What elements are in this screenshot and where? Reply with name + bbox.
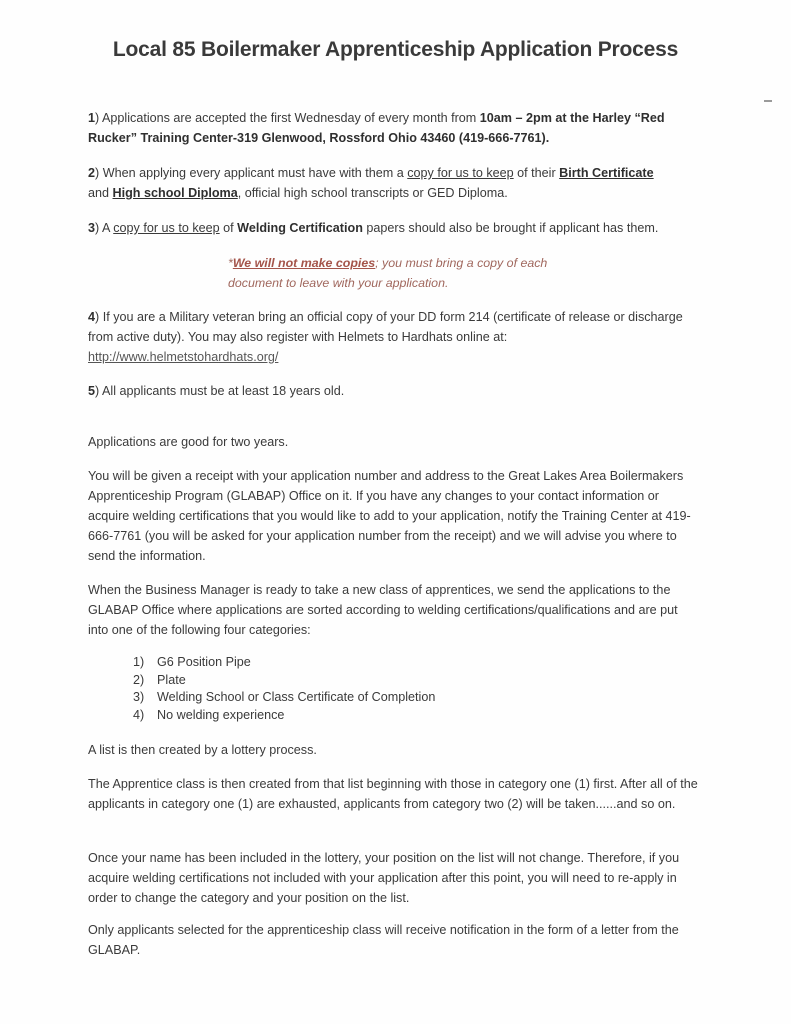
scan-speck [764, 100, 772, 102]
category-item: 1) G6 Position Pipe [133, 655, 251, 669]
category-item: 3) Welding School or Class Certificate of Completion [133, 690, 436, 704]
item-5: 5) All applicants must be at least 18 years old. [88, 384, 345, 398]
item-1: 1) Applications are accepted the first Wednesday of every month from 10am – 2pm at the Harley “Red Rucker” Training Center-319 Glenwood, Rossford Ohio 43460 (419-666-7761). [88, 111, 665, 145]
receipt-paragraph: You will be given a receipt with your application number and address to the Great Lakes Area Boilermakers Apprenticeship Program (GLABAP) Office on it. If you have any changes to your contact information or acquire welding certifications that you would like to add to your application, notify the Training Center at 419-666-7761 (you will be asked for your application number from the receipt) and we will advise you where to send the information. [88, 469, 691, 563]
diploma-label: High school Diploma [112, 186, 238, 200]
validity-paragraph: Applications are good for two years. [88, 435, 289, 449]
item-4: 4) If you are a Military veteran bring an official copy of your DD form 214 (certificate of release or discharge from active duty). You may also register with Helmets to Hardhats online at: http://www.helmetstohardhats.org/ [88, 310, 683, 364]
item-number: 4 [88, 310, 96, 324]
helmets-to-hardhats-link[interactable]: http://www.helmetstohardhats.org/ [88, 350, 279, 364]
document-title: Local 85 Boilermaker Apprenticeship Application Process [112, 38, 679, 61]
item-bold-text: 10am – 2pm at the Harley “Red Rucker” Training Center-319 Glenwood, Rossford Ohio 43460 (419-666-7761). [88, 111, 665, 145]
item-text: Applications are accepted the first Wednesday of every month from [102, 111, 480, 125]
item-number: 2 [88, 166, 96, 180]
birth-certificate-label: Birth Certificate [559, 166, 654, 180]
welding-certification-label: Welding Certification [237, 221, 363, 235]
copies-note: *We will not make copies; you must bring a copy of each document to leave with your application. [228, 256, 548, 290]
item-number: 5 [88, 384, 96, 398]
no-copies-warning: We will not make copies [232, 256, 376, 270]
item-2: 2) When applying every applicant must have with them a copy for us to keep of their Birth Certificate and High school Diploma, official high school transcripts or GED Diploma. [88, 166, 654, 200]
item-number: 3 [88, 221, 96, 235]
underlined-text: copy for us to keep [113, 221, 220, 235]
category-item: 4) No welding experience [133, 707, 285, 722]
sorting-paragraph: When the Business Manager is ready to take a new class of apprentices, we send the applications to the GLABAP Office where applications are sorted according to welding certifications/qualifications and are put into one of the following four categories: [88, 583, 678, 637]
lottery-paragraph: A list is then created by a lottery process. [88, 743, 317, 757]
category-item: 2) Plate [133, 672, 186, 687]
item-3: 3) A copy for us to keep of Welding Certification papers should also be brought if applicant has them. [88, 221, 659, 235]
underlined-text: copy for us to keep [407, 166, 514, 180]
class-paragraph: The Apprentice class is then created from that list beginning with those in category one (1) first. After all of the applicants in category one (1) are exhausted, applicants from category two (2) will be taken......and so on. [88, 777, 698, 811]
position-paragraph: Once your name has been included in the lottery, your position on the list will not change. Therefore, if you acquire welding certifications not included with your application after this point, you will need to re-apply in order to change the category and your position on the list. [88, 851, 680, 905]
categories-list [133, 654, 435, 724]
item-number: 1 [88, 111, 96, 125]
notification-paragraph: Only applicants selected for the apprenticeship class will receive notification in the form of a letter from the GLABAP. [88, 923, 679, 957]
